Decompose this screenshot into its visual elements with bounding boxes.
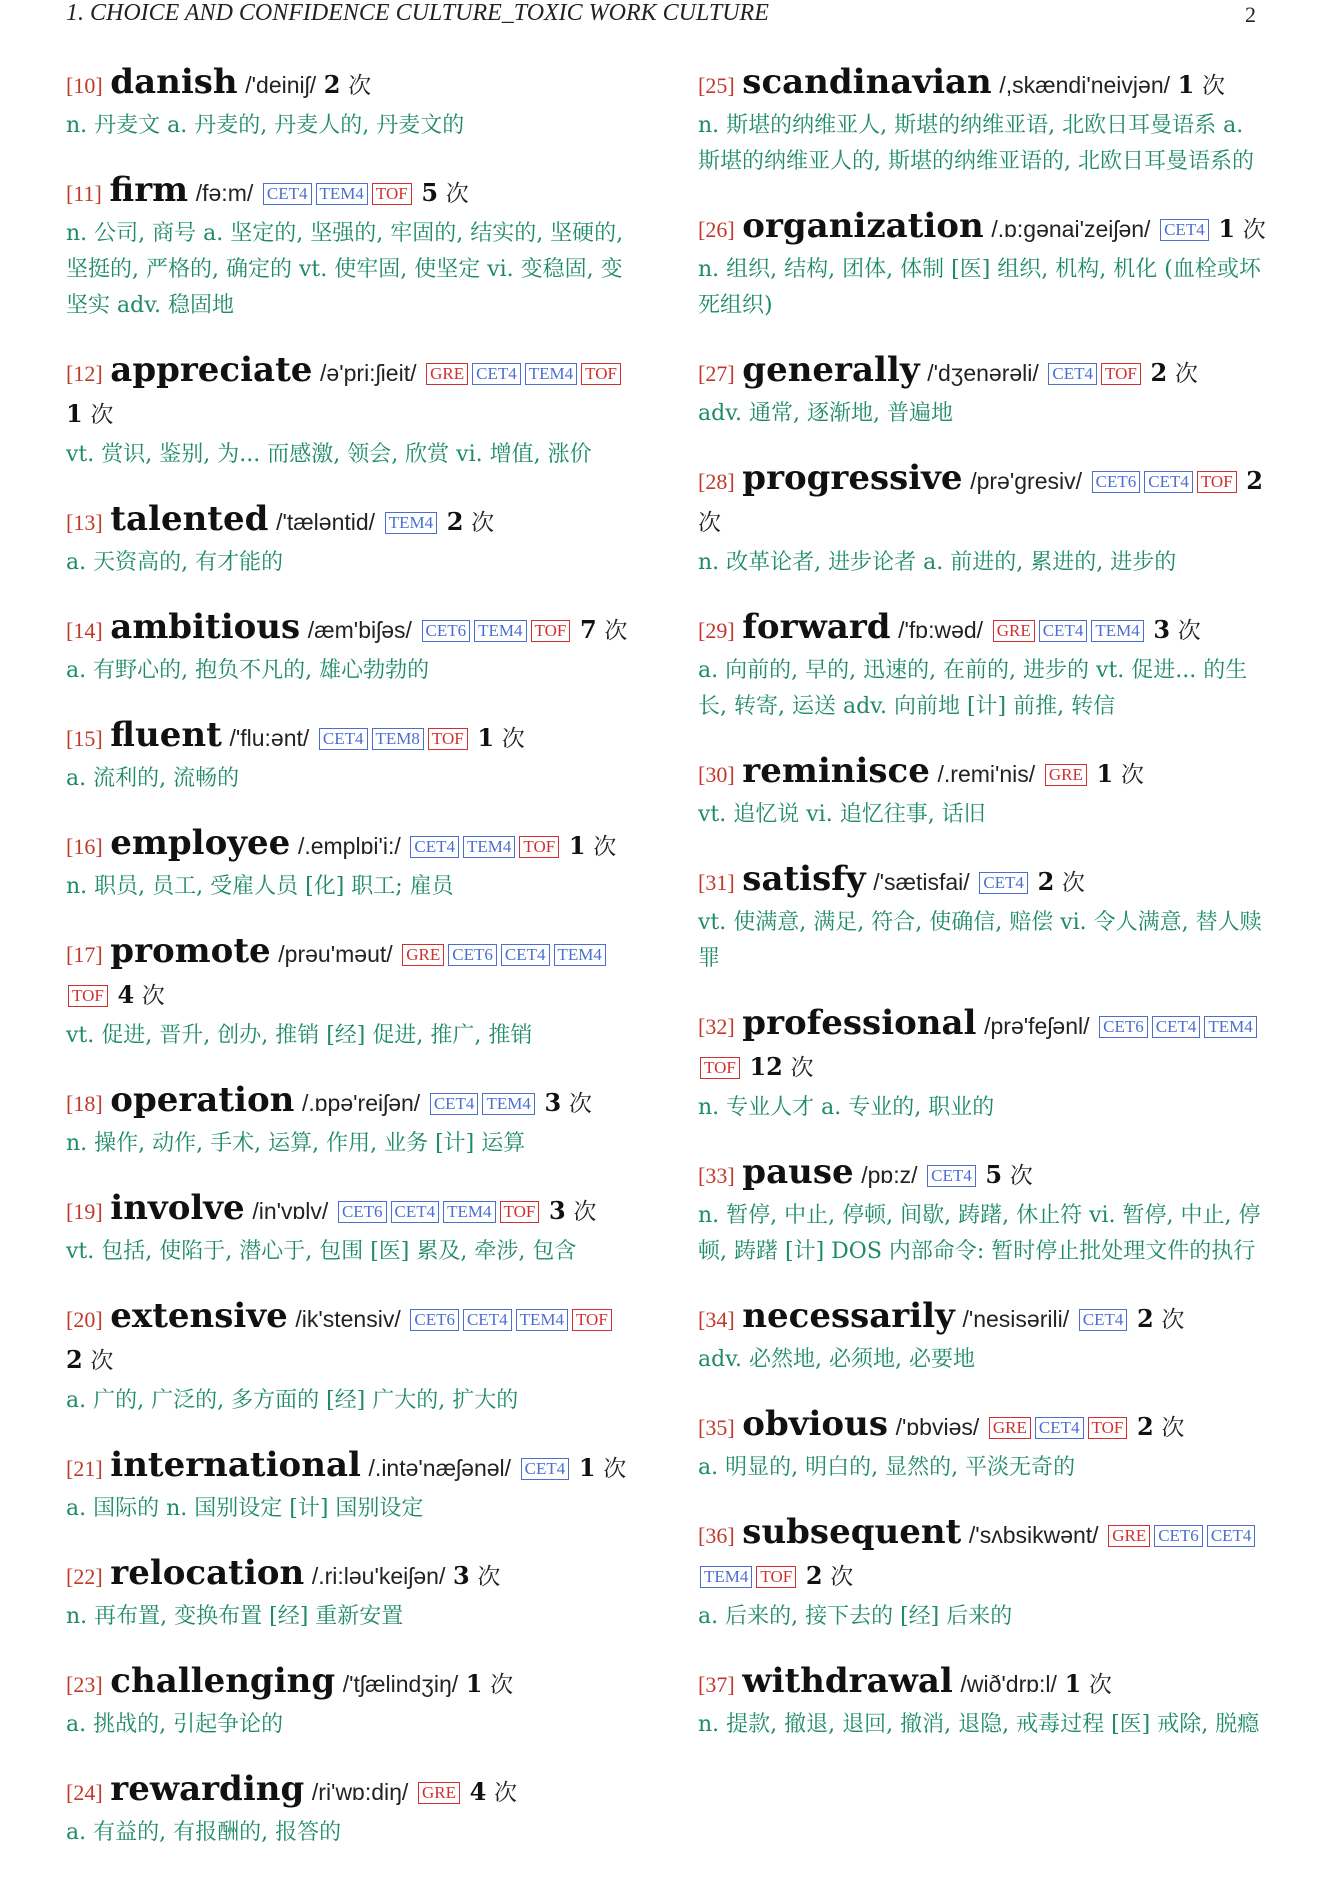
exam-tag: TEM4 — [482, 1093, 534, 1115]
vocab-entry — [66, 499, 636, 581]
exam-tag: TOF — [581, 363, 621, 385]
occurrence-count: 1 — [465, 1669, 483, 1698]
occurrence-count: 3 — [549, 1196, 566, 1225]
entry-headline — [698, 1512, 1268, 1597]
occurrence-count: 1 — [568, 831, 586, 860]
entry-index: [37] — [698, 1672, 735, 1697]
exam-tag: TEM4 — [385, 512, 437, 534]
count-suffix: 次 — [490, 1672, 514, 1698]
vocab-entry — [698, 1512, 1268, 1635]
vocab-entry — [66, 607, 636, 689]
entry-index: [20] — [66, 1307, 103, 1332]
vocab-entry — [698, 350, 1268, 432]
vocab-entry — [698, 859, 1268, 977]
entry-definition: n. 暂停, 中止, 停顿, 间歇, 踌躇, 休止符 vi. 暂停, 中止, 停顿, 踌躇 [计] DOS 内部命令: 暂时停止批处理文件的执行 — [698, 1203, 1261, 1264]
exam-tag: CET4 — [501, 944, 550, 966]
entry-headline — [698, 206, 1268, 250]
exam-tag: TOF — [428, 728, 468, 750]
entry-definition: n. 职员, 员工, 受雇人员 [化] 职工; 雇员 — [66, 874, 454, 899]
entry-headline — [66, 62, 636, 106]
vocab-entry — [66, 170, 636, 324]
entry-pronunciation: /'flu:ənt/ — [229, 725, 310, 751]
entry-definition: n. 提款, 撤退, 退回, 撤消, 退隐, 戒毒过程 [医] 戒除, 脱瘾 — [698, 1712, 1260, 1737]
entry-index: [15] — [66, 726, 103, 751]
count-suffix: 次 — [471, 510, 495, 536]
entry-definition: n. 组织, 结构, 团体, 体制 [医] 组织, 机构, 机化 (血栓或坏死组织) — [698, 257, 1261, 318]
vocab-entry — [66, 823, 636, 905]
vocab-entry — [698, 1404, 1268, 1486]
entry-word: international — [110, 1445, 361, 1485]
vocab-entry — [66, 1553, 636, 1635]
exam-tag: CET4 — [1039, 620, 1088, 642]
left-column — [66, 62, 636, 1877]
count-suffix: 次 — [593, 834, 617, 860]
entry-pronunciation: /.ɒpə'reiʃən/ — [301, 1090, 421, 1116]
exam-tag: GRE — [402, 944, 444, 966]
entry-definition: vt. 包括, 使陷于, 潜心于, 包围 [医] 累及, 牵涉, 包含 — [66, 1239, 577, 1264]
entry-headline — [698, 350, 1268, 394]
count-suffix: 次 — [568, 1091, 592, 1117]
entry-pronunciation: /prə'gresiv/ — [970, 468, 1082, 494]
entry-index: [29] — [698, 618, 735, 643]
entry-word: involve — [110, 1188, 245, 1228]
entry-headline — [66, 1080, 636, 1124]
exam-tag: TEM4 — [474, 620, 526, 642]
entry-index: [14] — [66, 618, 103, 643]
occurrence-count: 12 — [749, 1052, 783, 1081]
exam-tag: CET4 — [1079, 1309, 1128, 1331]
entry-headline — [698, 62, 1268, 106]
entry-index: [24] — [66, 1780, 103, 1805]
entry-word: employee — [110, 823, 291, 863]
entry-pronunciation: /in'vɒlv/ — [252, 1198, 329, 1224]
count-suffix: 次 — [1161, 1415, 1185, 1441]
page-header — [66, 0, 1256, 28]
entry-pronunciation: /'deiniʃ/ — [245, 72, 317, 98]
entry-word: reminisce — [742, 751, 930, 791]
entry-pronunciation: /.ɒ:gənai'zeiʃən/ — [991, 216, 1151, 242]
entry-word: pause — [742, 1152, 854, 1192]
exam-tag: TOF — [519, 836, 559, 858]
entry-index: [23] — [66, 1672, 103, 1697]
vocab-entry — [698, 1296, 1268, 1378]
entry-index: [31] — [698, 870, 735, 895]
exam-tag: CET6 — [338, 1201, 387, 1223]
exam-tag: CET6 — [422, 620, 471, 642]
vocab-entry — [66, 1296, 636, 1419]
entry-definition: a. 后来的, 接下去的 [经] 后来的 — [698, 1604, 1013, 1629]
exam-tag: TEM4 — [1204, 1016, 1256, 1038]
count-suffix: 次 — [698, 510, 721, 536]
entry-index: [33] — [698, 1163, 735, 1188]
entry-index: [28] — [698, 469, 735, 494]
entry-headline — [698, 859, 1268, 903]
entry-headline — [698, 1003, 1268, 1088]
count-suffix: 次 — [1161, 1307, 1185, 1333]
exam-tag: CET4 — [1144, 471, 1193, 493]
entry-index: [19] — [66, 1199, 103, 1224]
entry-word: progressive — [742, 458, 963, 498]
occurrence-count: 5 — [985, 1160, 1003, 1189]
page-title: 1. CHOICE AND CONFIDENCE CULTURE_TOXIC WORK CULTURE — [66, 0, 769, 26]
entry-headline — [698, 458, 1268, 543]
entry-headline — [698, 1404, 1268, 1448]
entry-word: extensive — [110, 1296, 288, 1336]
occurrence-count: 2 — [1150, 358, 1168, 387]
entry-word: promote — [110, 931, 271, 971]
entry-headline — [698, 1661, 1268, 1705]
exam-tag: TEM4 — [443, 1201, 495, 1223]
exam-tag: GRE — [418, 1782, 460, 1804]
entry-definition: vt. 促进, 晋升, 创办, 推销 [经] 促进, 推广, 推销 — [66, 1023, 533, 1048]
entry-word: forward — [742, 607, 891, 647]
entry-pronunciation: /'fɒ:wəd/ — [898, 617, 984, 643]
exam-tag: CET4 — [410, 836, 459, 858]
vocab-entry — [66, 1445, 636, 1527]
exam-tag: CET4 — [319, 728, 368, 750]
exam-tag: CET4 — [1152, 1016, 1201, 1038]
exam-tag: TOF — [1088, 1417, 1128, 1439]
count-suffix: 次 — [141, 983, 165, 1009]
entry-pronunciation: /'nesisərili/ — [962, 1306, 1070, 1332]
entry-definition: a. 流利的, 流畅的 — [66, 766, 240, 791]
exam-tag: CET6 — [448, 944, 497, 966]
occurrence-count: 2 — [323, 70, 341, 99]
exam-tag: TOF — [68, 985, 108, 1007]
exam-tag: CET4 — [927, 1165, 976, 1187]
count-suffix: 次 — [348, 73, 372, 99]
entry-pronunciation: /.remi'nis/ — [937, 761, 1036, 787]
entry-index: [25] — [698, 73, 735, 98]
exam-tag: TEM4 — [516, 1309, 568, 1331]
entry-pronunciation: /'tʃælindʒiŋ/ — [342, 1671, 459, 1697]
exam-tag: CET6 — [410, 1309, 459, 1331]
entry-index: [16] — [66, 834, 103, 859]
exam-tag: TOF — [756, 1566, 796, 1588]
entry-pronunciation: /'sʌbsikwənt/ — [968, 1522, 1099, 1548]
entry-pronunciation: /ik'stensiv/ — [295, 1306, 401, 1332]
occurrence-count: 2 — [805, 1561, 823, 1590]
vocab-entry — [698, 607, 1268, 725]
entry-definition: n. 斯堪的纳维亚人, 斯堪的纳维亚语, 北欧日耳曼语系 a. 斯堪的纳维亚人的, 斯堪的纳维亚语的, 北欧日耳曼语系的 — [698, 113, 1254, 174]
entry-word: appreciate — [110, 350, 313, 390]
entry-index: [36] — [698, 1523, 735, 1548]
entry-headline — [66, 1769, 636, 1813]
entry-index: [21] — [66, 1456, 103, 1481]
entry-word: fluent — [110, 715, 222, 755]
entry-headline — [66, 1296, 636, 1381]
count-suffix: 次 — [603, 1456, 627, 1482]
count-suffix: 次 — [1174, 361, 1198, 387]
entry-pronunciation: /'ɒbviəs/ — [895, 1414, 980, 1440]
entry-index: [26] — [698, 217, 735, 242]
exam-tag: TEM4 — [1091, 620, 1143, 642]
entry-word: relocation — [110, 1553, 305, 1593]
exam-tag: GRE — [426, 363, 468, 385]
entry-index: [22] — [66, 1564, 103, 1589]
entry-word: professional — [742, 1003, 977, 1043]
exam-tag: TOF — [1101, 363, 1141, 385]
count-suffix: 次 — [1088, 1672, 1112, 1698]
vocab-entry — [698, 1661, 1268, 1743]
exam-tag: CET4 — [979, 872, 1028, 894]
occurrence-count: 1 — [1064, 1669, 1082, 1698]
exam-tag: CET6 — [1099, 1016, 1148, 1038]
exam-tag: TOF — [531, 620, 571, 642]
exam-tag: TEM4 — [700, 1566, 752, 1588]
entry-definition: adv. 通常, 逐渐地, 普遍地 — [698, 401, 953, 426]
exam-tag: CET6 — [1092, 471, 1141, 493]
entry-pronunciation: /.intə'næʃənəl/ — [368, 1455, 512, 1481]
entry-headline — [66, 350, 636, 435]
exam-tag: CET4 — [1207, 1525, 1256, 1547]
count-suffix: 次 — [493, 1780, 517, 1806]
exam-tag: GRE — [1108, 1525, 1150, 1547]
entry-word: obvious — [742, 1404, 888, 1444]
vocab-entry — [66, 350, 636, 473]
entry-index: [11] — [66, 181, 102, 206]
exam-tag: TEM4 — [463, 836, 515, 858]
entry-pronunciation: /ri'wɒ:diŋ/ — [311, 1779, 409, 1805]
entry-word: operation — [110, 1080, 295, 1120]
entry-definition: n. 专业人才 a. 专业的, 职业的 — [698, 1095, 995, 1120]
entry-definition: a. 有野心的, 抱负不凡的, 雄心勃勃的 — [66, 658, 430, 683]
exam-tag: TOF — [1197, 471, 1237, 493]
vocab-entry — [66, 1769, 636, 1851]
entry-definition: n. 再布置, 变换布置 [经] 重新安置 — [66, 1604, 404, 1629]
entry-word: danish — [110, 62, 238, 102]
entry-index: [27] — [698, 361, 735, 386]
exam-tag: CET4 — [1048, 363, 1097, 385]
count-suffix: 次 — [445, 181, 469, 207]
count-suffix: 次 — [1009, 1163, 1033, 1189]
entry-pronunciation: /.ri:ləu'keiʃən/ — [311, 1563, 446, 1589]
entry-word: scandinavian — [742, 62, 992, 102]
page-number: 2 — [1245, 2, 1256, 27]
entry-headline — [66, 1661, 636, 1705]
entry-word: challenging — [110, 1661, 336, 1701]
occurrence-count: 4 — [117, 980, 135, 1009]
vocab-entry — [698, 458, 1268, 581]
exam-tag: GRE — [993, 620, 1035, 642]
count-suffix: 次 — [90, 1348, 114, 1374]
count-suffix: 次 — [1201, 73, 1225, 99]
entry-definition: a. 有益的, 有报酬的, 报答的 — [66, 1820, 342, 1845]
vocab-entry — [66, 1661, 636, 1743]
entry-definition: a. 天资高的, 有才能的 — [66, 550, 284, 575]
entry-headline — [698, 751, 1268, 795]
count-suffix: 次 — [830, 1564, 854, 1590]
entry-headline — [66, 1188, 636, 1232]
entry-pronunciation: /,skændi'neivjən/ — [999, 72, 1170, 98]
entry-word: rewarding — [110, 1769, 305, 1809]
entry-word: firm — [109, 170, 189, 210]
occurrence-count: 1 — [1218, 214, 1236, 243]
entry-pronunciation: /prəu'məut/ — [278, 941, 393, 967]
vocab-entry — [698, 206, 1268, 324]
count-suffix: 次 — [573, 1199, 597, 1225]
occurrence-count: 5 — [421, 178, 439, 207]
vocab-entry — [698, 1003, 1268, 1126]
occurrence-count: 2 — [446, 507, 464, 536]
vocab-entry — [66, 1188, 636, 1270]
count-suffix: 次 — [790, 1055, 814, 1081]
entry-index: [12] — [66, 361, 103, 386]
entry-index: [17] — [66, 942, 103, 967]
occurrence-count: 2 — [1136, 1304, 1154, 1333]
occurrence-count: 3 — [544, 1088, 562, 1117]
entry-index: [32] — [698, 1014, 735, 1039]
exam-tag: CET4 — [521, 1458, 570, 1480]
entry-definition: n. 操作, 动作, 手术, 运算, 作用, 业务 [计] 运算 — [66, 1131, 526, 1156]
exam-tag: TEM4 — [316, 183, 368, 205]
entry-headline — [698, 1152, 1268, 1196]
exam-tag: TEM4 — [525, 363, 577, 385]
entry-definition: adv. 必然地, 必须地, 必要地 — [698, 1347, 975, 1372]
entry-definition: n. 丹麦文 a. 丹麦的, 丹麦人的, 丹麦文的 — [66, 113, 465, 138]
exam-tag: CET4 — [391, 1201, 440, 1223]
exam-tag: TEM4 — [554, 944, 606, 966]
occurrence-count: 2 — [66, 1345, 83, 1374]
exam-tag: CET4 — [463, 1309, 512, 1331]
entry-pronunciation: /'sætisfai/ — [873, 869, 970, 895]
entry-word: generally — [742, 350, 920, 390]
entry-pronunciation: /'tæləntid/ — [276, 509, 376, 535]
entry-index: [34] — [698, 1307, 735, 1332]
exam-tag: CET6 — [1154, 1525, 1203, 1547]
vocab-entry — [66, 931, 636, 1054]
occurrence-count: 3 — [452, 1561, 470, 1590]
count-suffix: 次 — [90, 402, 114, 428]
count-suffix: 次 — [501, 726, 525, 752]
occurrence-count: 1 — [1177, 70, 1195, 99]
exam-tag: TOF — [372, 183, 412, 205]
occurrence-count: 2 — [1136, 1412, 1154, 1441]
exam-tag: CET4 — [1035, 1417, 1084, 1439]
exam-tag: TOF — [572, 1309, 612, 1331]
exam-tag: TOF — [700, 1057, 740, 1079]
exam-tag: CET4 — [472, 363, 521, 385]
entry-pronunciation: /æm'biʃəs/ — [307, 617, 412, 643]
entry-pronunciation: /.emplɒi'i:/ — [297, 833, 401, 859]
entry-pronunciation: /prə'feʃənl/ — [984, 1013, 1090, 1039]
occurrence-count: 4 — [469, 1777, 487, 1806]
occurrence-count: 2 — [1037, 867, 1055, 896]
entry-definition: a. 挑战的, 引起争论的 — [66, 1712, 284, 1737]
entry-headline — [66, 1553, 636, 1597]
entry-definition: a. 国际的 n. 国别设定 [计] 国别设定 — [66, 1496, 424, 1521]
entry-headline — [66, 1445, 636, 1489]
count-suffix: 次 — [477, 1564, 501, 1590]
entry-definition: vt. 使满意, 满足, 符合, 使确信, 赔偿 vi. 令人满意, 替人赎罪 — [698, 910, 1262, 971]
entry-index: [13] — [66, 510, 103, 535]
entry-headline — [698, 1296, 1268, 1340]
occurrence-count: 1 — [477, 723, 495, 752]
entry-definition: a. 向前的, 早的, 迅速的, 在前的, 进步的 vt. 促进... 的生长, 转寄, 运送 adv. 向前地 [计] 前推, 转信 — [698, 658, 1248, 719]
occurrence-count: 1 — [1096, 759, 1114, 788]
entry-pronunciation: /fə:m/ — [195, 180, 254, 206]
entry-headline — [66, 607, 636, 651]
entry-index: [30] — [698, 762, 735, 787]
entry-headline — [66, 823, 636, 867]
occurrence-count: 1 — [578, 1453, 596, 1482]
entry-headline — [66, 499, 636, 543]
occurrence-count: 3 — [1153, 615, 1171, 644]
entry-definition: vt. 赏识, 鉴别, 为... 而感激, 领会, 欣赏 vi. 增值, 涨价 — [66, 442, 592, 467]
vocab-entry — [698, 751, 1268, 833]
count-suffix: 次 — [1242, 217, 1266, 243]
entry-word: subsequent — [742, 1512, 962, 1552]
exam-tag: CET4 — [430, 1093, 479, 1115]
vocab-entry — [66, 715, 636, 797]
vocab-entry — [698, 62, 1268, 180]
entry-word: talented — [110, 499, 269, 539]
exam-tag: CET4 — [263, 183, 312, 205]
count-suffix: 次 — [604, 618, 628, 644]
exam-tag: TOF — [500, 1201, 540, 1223]
entry-headline — [698, 607, 1268, 651]
entry-headline — [66, 931, 636, 1016]
entry-index: [18] — [66, 1091, 103, 1116]
entry-index: [10] — [66, 73, 103, 98]
entry-headline — [66, 170, 636, 214]
right-column — [698, 62, 1268, 1769]
entry-definition: n. 公司, 商号 a. 坚定的, 坚强的, 牢固的, 结实的, 坚硬的, 坚挺的, 严格的, 确定的 vt. 使牢固, 使坚定 vi. 变稳固, 变坚实 adv. 稳固地 — [66, 221, 624, 318]
vocab-entry — [66, 62, 636, 144]
entry-word: withdrawal — [742, 1661, 953, 1701]
entry-word: ambitious — [110, 607, 301, 647]
exam-tag: TEM8 — [372, 728, 424, 750]
exam-tag: CET4 — [1160, 219, 1209, 241]
count-suffix: 次 — [1177, 618, 1201, 644]
vocab-entry — [698, 1152, 1268, 1270]
entry-pronunciation: /ə'pri:ʃieit/ — [320, 360, 417, 386]
occurrence-count: 1 — [66, 399, 83, 428]
exam-tag: GRE — [1045, 764, 1087, 786]
entry-definition: vt. 追忆说 vi. 追忆往事, 话旧 — [698, 802, 986, 827]
entry-word: satisfy — [742, 859, 866, 899]
entry-pronunciation: /'dʒenərəli/ — [927, 360, 1039, 386]
entry-pronunciation: /pɒ:z/ — [861, 1162, 918, 1188]
count-suffix: 次 — [1061, 870, 1085, 896]
entry-word: necessarily — [742, 1296, 955, 1336]
entry-word: organization — [742, 206, 984, 246]
vocab-entry — [66, 1080, 636, 1162]
entry-definition: n. 改革论者, 进步论者 a. 前进的, 累进的, 进步的 — [698, 550, 1177, 575]
entry-definition: a. 明显的, 明白的, 显然的, 平淡无奇的 — [698, 1455, 1076, 1480]
exam-tag: GRE — [989, 1417, 1031, 1439]
entry-index: [35] — [698, 1415, 735, 1440]
entry-headline — [66, 715, 636, 759]
entry-definition: a. 广的, 广泛的, 多方面的 [经] 广大的, 扩大的 — [66, 1388, 519, 1413]
occurrence-count: 7 — [579, 615, 597, 644]
entry-pronunciation: /wið'drɒ:l/ — [960, 1671, 1057, 1697]
occurrence-count: 2 — [1246, 466, 1263, 495]
count-suffix: 次 — [1120, 762, 1144, 788]
